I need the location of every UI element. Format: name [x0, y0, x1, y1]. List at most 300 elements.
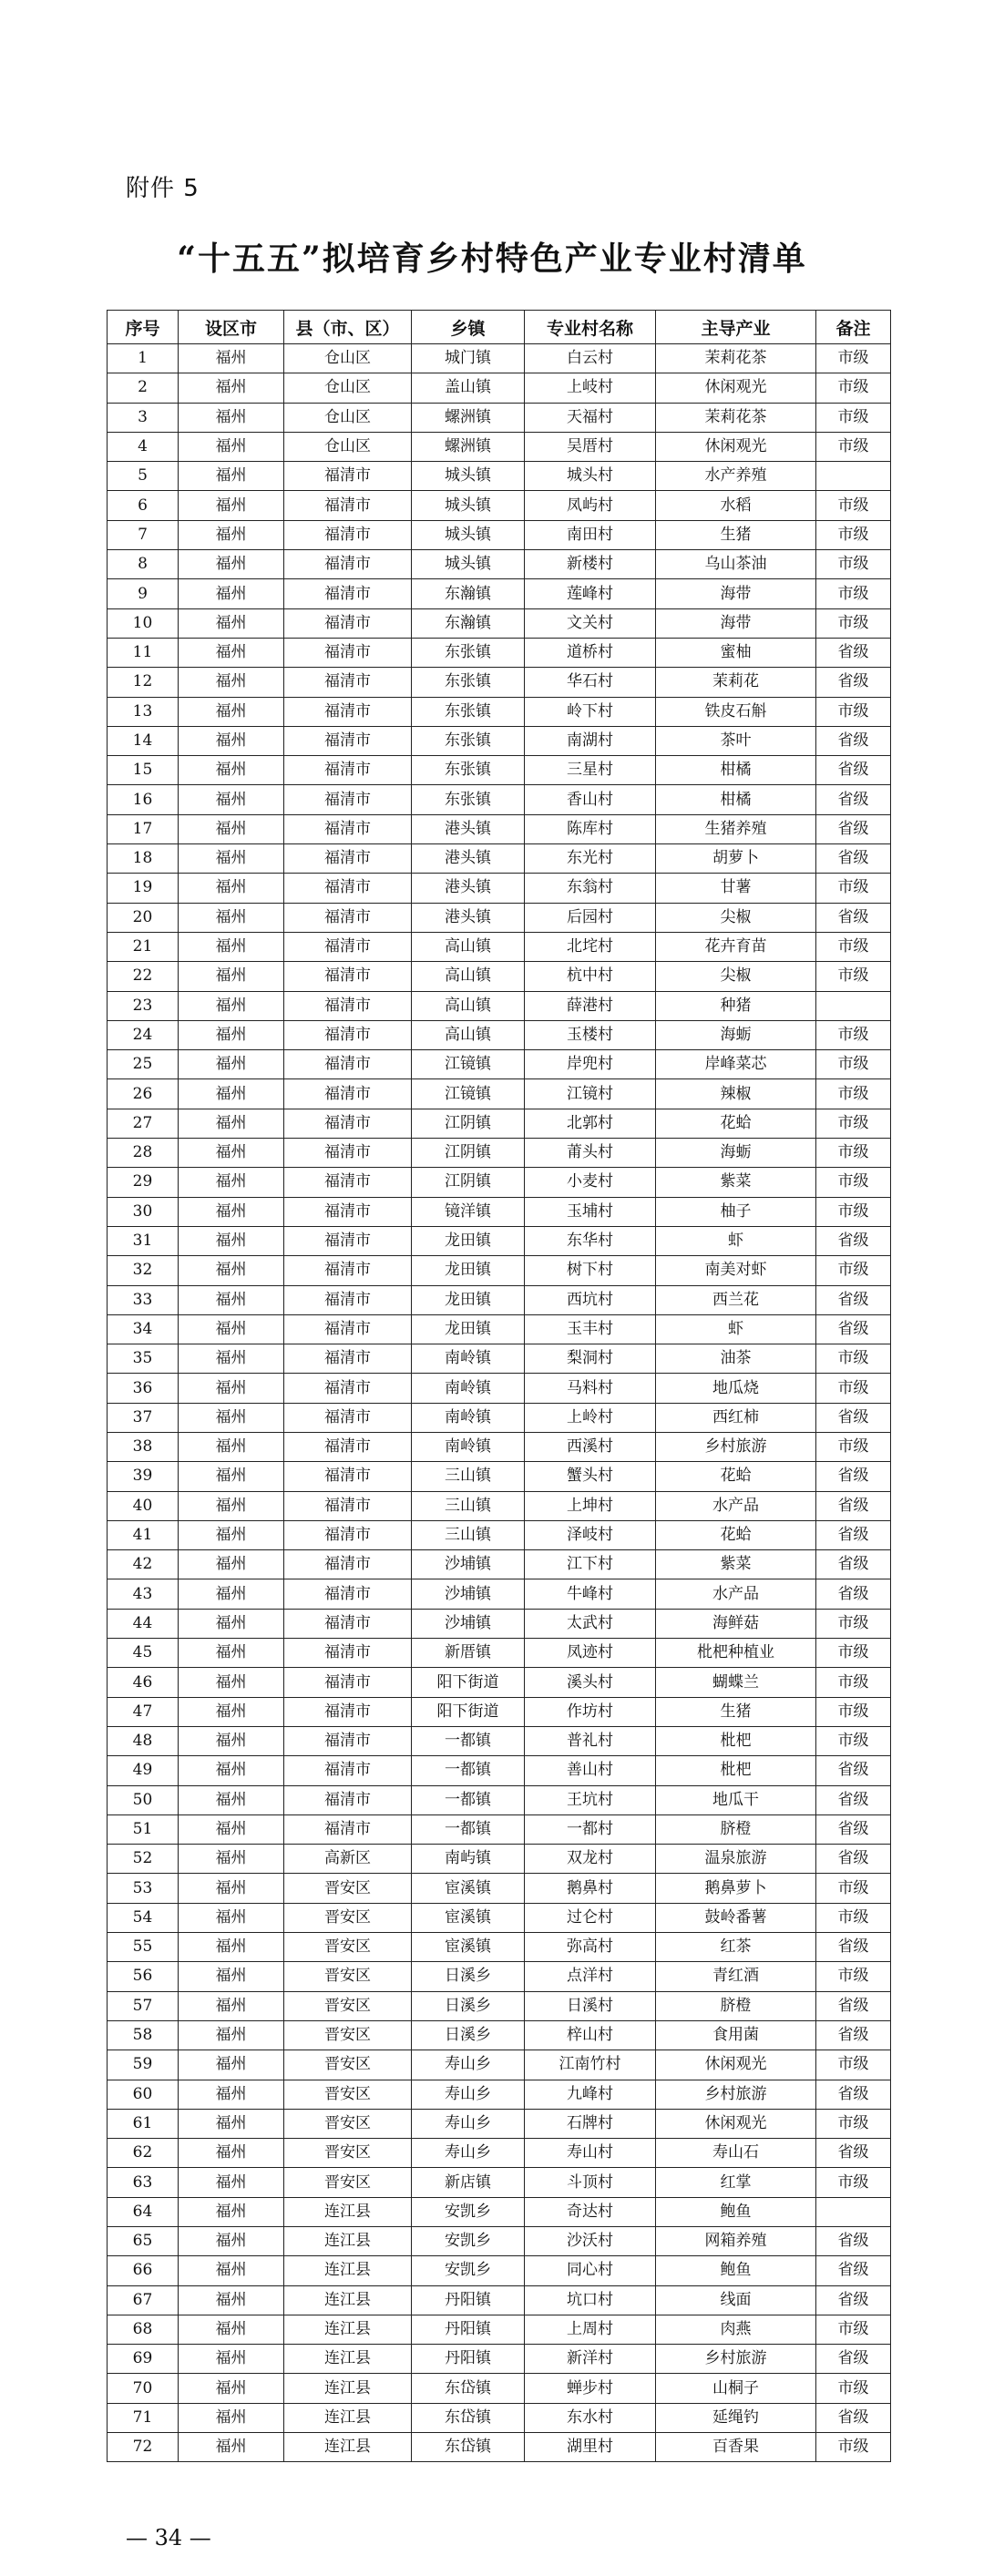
cell-town: 城头镇	[412, 491, 525, 520]
cell-industry: 鹅鼻萝卜	[656, 1874, 816, 1903]
cell-county: 晋安区	[284, 1991, 412, 2020]
cell-village: 上周村	[525, 2315, 656, 2344]
cell-index: 40	[108, 1491, 179, 1520]
cell-city: 福州	[179, 1432, 284, 1461]
cell-industry: 西红柿	[656, 1403, 816, 1432]
cell-city: 福州	[179, 432, 284, 461]
table-row	[108, 962, 891, 991]
cell-industry: 乡村旅游	[656, 2080, 816, 2109]
cell-industry: 茶叶	[656, 726, 816, 755]
cell-town: 港头镇	[412, 814, 525, 843]
cell-remark: 市级	[816, 1168, 891, 1197]
cell-index: 39	[108, 1462, 179, 1491]
cell-county: 福清市	[284, 550, 412, 579]
cell-remark: 省级	[816, 903, 891, 932]
cell-town: 东瀚镇	[412, 579, 525, 608]
cell-remark: 省级	[816, 1226, 891, 1255]
cell-town: 东岱镇	[412, 2433, 525, 2462]
cell-county: 福清市	[284, 1520, 412, 1549]
cell-remark: 市级	[816, 2050, 891, 2080]
cell-industry: 休闲观光	[656, 2050, 816, 2080]
table-row	[108, 1520, 891, 1549]
cell-village: 上岐村	[525, 373, 656, 403]
cell-city: 福州	[179, 1168, 284, 1197]
cell-industry: 柑橘	[656, 756, 816, 785]
cell-city: 福州	[179, 1050, 284, 1079]
cell-index: 34	[108, 1314, 179, 1344]
cell-town: 一都镇	[412, 1756, 525, 1785]
cell-city: 福州	[179, 2197, 284, 2226]
cell-city: 福州	[179, 1550, 284, 1579]
table-row	[108, 344, 891, 373]
cell-remark: 省级	[816, 1403, 891, 1432]
cell-index: 11	[108, 638, 179, 667]
cell-index: 3	[108, 403, 179, 432]
cell-county: 福清市	[284, 874, 412, 903]
cell-town: 三山镇	[412, 1491, 525, 1520]
cell-index: 20	[108, 903, 179, 932]
cell-index: 41	[108, 1520, 179, 1549]
cell-village: 莆头村	[525, 1139, 656, 1168]
cell-index: 38	[108, 1432, 179, 1461]
table-row	[108, 1050, 891, 1079]
cell-remark: 市级	[816, 432, 891, 461]
cell-industry: 鲍鱼	[656, 2256, 816, 2285]
cell-remark: 省级	[816, 1933, 891, 1962]
cell-index: 48	[108, 1726, 179, 1755]
cell-village: 九峰村	[525, 2080, 656, 2109]
cell-city: 福州	[179, 520, 284, 549]
cell-city: 福州	[179, 1226, 284, 1255]
cell-village: 东翁村	[525, 874, 656, 903]
cell-city: 福州	[179, 2050, 284, 2080]
cell-remark: 市级	[816, 1344, 891, 1374]
cell-county: 连江县	[284, 2403, 412, 2432]
cell-village: 树下村	[525, 1256, 656, 1285]
cell-county: 晋安区	[284, 2080, 412, 2109]
cell-industry: 茉莉花茶	[656, 344, 816, 373]
cell-county: 福清市	[284, 1168, 412, 1197]
cell-index: 68	[108, 2315, 179, 2344]
cell-town: 寿山乡	[412, 2080, 525, 2109]
table-row	[108, 2080, 891, 2109]
cell-county: 连江县	[284, 2345, 412, 2374]
cell-industry: 花蛤	[656, 1520, 816, 1549]
table-row	[108, 2020, 891, 2050]
cell-county: 晋安区	[284, 2050, 412, 2080]
cell-town: 螺洲镇	[412, 432, 525, 461]
cell-county: 连江县	[284, 2227, 412, 2256]
table-row	[108, 903, 891, 932]
table-row	[108, 874, 891, 903]
table-row	[108, 1109, 891, 1138]
cell-village: 小麦村	[525, 1168, 656, 1197]
annex-label: 附件 5	[126, 175, 200, 202]
table-row	[108, 1432, 891, 1461]
table-row	[108, 2403, 891, 2432]
cell-town: 高山镇	[412, 1020, 525, 1049]
cell-index: 65	[108, 2227, 179, 2256]
table-row	[108, 1020, 891, 1049]
cell-remark: 省级	[816, 726, 891, 755]
cell-village: 蟹头村	[525, 1462, 656, 1491]
cell-county: 福清市	[284, 1109, 412, 1138]
cell-county: 福清市	[284, 462, 412, 491]
cell-industry: 甘薯	[656, 874, 816, 903]
cell-village: 泽岐村	[525, 1520, 656, 1549]
cell-industry: 海蛎	[656, 1020, 816, 1049]
cell-industry: 岸峰菜芯	[656, 1050, 816, 1079]
cell-village: 湖里村	[525, 2433, 656, 2462]
table-row	[108, 1491, 891, 1520]
cell-remark: 省级	[816, 814, 891, 843]
cell-village: 杭中村	[525, 962, 656, 991]
cell-industry: 鲍鱼	[656, 2197, 816, 2226]
cell-remark: 省级	[816, 2227, 891, 2256]
cell-index: 55	[108, 1933, 179, 1962]
cell-county: 仓山区	[284, 403, 412, 432]
cell-remark: 市级	[816, 1079, 891, 1109]
table-row	[108, 1168, 891, 1197]
cell-village: 华石村	[525, 668, 656, 697]
cell-town: 东瀚镇	[412, 608, 525, 638]
cell-village: 莲峰村	[525, 579, 656, 608]
cell-village: 南湖村	[525, 726, 656, 755]
header-index: 序号	[108, 311, 179, 344]
cell-industry: 脐橙	[656, 1814, 816, 1844]
cell-remark: 市级	[816, 608, 891, 638]
cell-city: 福州	[179, 1991, 284, 2020]
cell-county: 福清市	[284, 726, 412, 755]
cell-town: 安凯乡	[412, 2256, 525, 2285]
cell-remark: 市级	[816, 2168, 891, 2197]
table-row	[108, 991, 891, 1020]
cell-city: 福州	[179, 608, 284, 638]
table-row	[108, 844, 891, 874]
cell-village: 普礼村	[525, 1726, 656, 1755]
cell-city: 福州	[179, 2285, 284, 2315]
cell-town: 沙埔镇	[412, 1579, 525, 1609]
cell-index: 36	[108, 1374, 179, 1403]
cell-industry: 枇杷	[656, 1756, 816, 1785]
cell-county: 福清市	[284, 844, 412, 874]
cell-industry: 水产品	[656, 1579, 816, 1609]
cell-industry: 生猪养殖	[656, 814, 816, 843]
cell-city: 福州	[179, 344, 284, 373]
cell-city: 福州	[179, 462, 284, 491]
table-row	[108, 2109, 891, 2138]
cell-county: 福清市	[284, 1639, 412, 1668]
cell-village: 岸兜村	[525, 1050, 656, 1079]
cell-index: 60	[108, 2080, 179, 2109]
cell-village: 城头村	[525, 462, 656, 491]
cell-town: 东岱镇	[412, 2374, 525, 2403]
cell-county: 福清市	[284, 1432, 412, 1461]
table-row	[108, 1668, 891, 1697]
cell-town: 江阴镇	[412, 1109, 525, 1138]
cell-city: 福州	[179, 2403, 284, 2432]
cell-town: 城头镇	[412, 550, 525, 579]
cell-village: 江南竹村	[525, 2050, 656, 2080]
cell-remark: 省级	[816, 1314, 891, 1344]
document-title: “十五五”拟培育乡村特色产业专业村清单	[177, 240, 807, 278]
table-row	[108, 1991, 891, 2020]
cell-industry: 乡村旅游	[656, 2345, 816, 2374]
cell-industry: 寿山石	[656, 2139, 816, 2168]
cell-county: 仓山区	[284, 344, 412, 373]
cell-town: 高山镇	[412, 962, 525, 991]
cell-village: 新洋村	[525, 2345, 656, 2374]
cell-city: 福州	[179, 785, 284, 814]
header-industry: 主导产业	[656, 311, 816, 344]
header-town: 乡镇	[412, 311, 525, 344]
cell-county: 福清市	[284, 668, 412, 697]
cell-town: 镜洋镇	[412, 1197, 525, 1226]
table-row	[108, 932, 891, 961]
table-row	[108, 403, 891, 432]
cell-town: 新店镇	[412, 2168, 525, 2197]
cell-town: 江镜镇	[412, 1050, 525, 1079]
cell-remark: 市级	[816, 1197, 891, 1226]
cell-remark: 市级	[816, 403, 891, 432]
cell-index: 47	[108, 1697, 179, 1726]
cell-industry: 地瓜干	[656, 1785, 816, 1814]
cell-remark: 省级	[816, 2139, 891, 2168]
cell-index: 42	[108, 1550, 179, 1579]
cell-industry: 地瓜烧	[656, 1374, 816, 1403]
table-row	[108, 785, 891, 814]
cell-industry: 枇杷种植业	[656, 1639, 816, 1668]
table-row	[108, 373, 891, 403]
cell-remark: 市级	[816, 579, 891, 608]
cell-index: 72	[108, 2433, 179, 2462]
table-row	[108, 1933, 891, 1962]
cell-village: 王坑村	[525, 1785, 656, 1814]
cell-remark: 市级	[816, 1109, 891, 1138]
cell-town: 东张镇	[412, 785, 525, 814]
cell-index: 52	[108, 1845, 179, 1874]
cell-city: 福州	[179, 550, 284, 579]
cell-index: 19	[108, 874, 179, 903]
cell-industry: 红掌	[656, 2168, 816, 2197]
cell-remark: 市级	[816, 1374, 891, 1403]
cell-industry: 生猪	[656, 520, 816, 549]
cell-remark	[816, 462, 891, 491]
cell-industry: 茉莉花茶	[656, 403, 816, 432]
cell-city: 福州	[179, 1491, 284, 1520]
cell-index: 53	[108, 1874, 179, 1903]
table-row	[108, 1256, 891, 1285]
cell-town: 江镜镇	[412, 1079, 525, 1109]
cell-city: 福州	[179, 1726, 284, 1755]
cell-town: 日溪乡	[412, 2020, 525, 2050]
cell-index: 8	[108, 550, 179, 579]
cell-county: 福清市	[284, 756, 412, 785]
cell-city: 福州	[179, 2139, 284, 2168]
cell-city: 福州	[179, 2374, 284, 2403]
cell-remark: 省级	[816, 756, 891, 785]
cell-county: 福清市	[284, 1668, 412, 1697]
cell-city: 福州	[179, 1256, 284, 1285]
cell-town: 新厝镇	[412, 1639, 525, 1668]
cell-remark: 市级	[816, 1726, 891, 1755]
cell-village: 沙沃村	[525, 2227, 656, 2256]
cell-industry: 铁皮石斛	[656, 697, 816, 726]
cell-industry: 休闲观光	[656, 373, 816, 403]
cell-index: 58	[108, 2020, 179, 2050]
table-row	[108, 1726, 891, 1755]
cell-index: 17	[108, 814, 179, 843]
cell-county: 晋安区	[284, 1874, 412, 1903]
cell-remark: 省级	[816, 1579, 891, 1609]
cell-county: 福清市	[284, 579, 412, 608]
cell-city: 福州	[179, 1139, 284, 1168]
cell-town: 安凯乡	[412, 2227, 525, 2256]
table-row	[108, 608, 891, 638]
cell-industry: 柑橘	[656, 785, 816, 814]
cell-index: 69	[108, 2345, 179, 2374]
cell-remark: 省级	[816, 1991, 891, 2020]
cell-index: 6	[108, 491, 179, 520]
table-row	[108, 579, 891, 608]
cell-remark: 市级	[816, 1668, 891, 1697]
cell-town: 阳下街道	[412, 1668, 525, 1697]
cell-industry: 休闲观光	[656, 2109, 816, 2138]
header-city: 设区市	[179, 311, 284, 344]
cell-town: 沙埔镇	[412, 1609, 525, 1638]
cell-county: 福清市	[284, 1579, 412, 1609]
cell-remark: 省级	[816, 2285, 891, 2315]
table-row	[108, 1374, 891, 1403]
cell-industry: 食用菌	[656, 2020, 816, 2050]
cell-index: 1	[108, 344, 179, 373]
cell-industry: 青红酒	[656, 1962, 816, 1991]
table-row	[108, 1814, 891, 1844]
table-row	[108, 1845, 891, 1874]
cell-village: 同心村	[525, 2256, 656, 2285]
cell-county: 福清市	[284, 1403, 412, 1432]
cell-county: 福清市	[284, 785, 412, 814]
cell-city: 福州	[179, 2345, 284, 2374]
table-row	[108, 2315, 891, 2344]
table-row	[108, 2139, 891, 2168]
cell-remark: 市级	[816, 344, 891, 373]
cell-industry: 花卉育苗	[656, 932, 816, 961]
cell-city: 福州	[179, 1403, 284, 1432]
cell-city: 福州	[179, 1020, 284, 1049]
cell-industry: 种猪	[656, 991, 816, 1020]
cell-industry: 网箱养殖	[656, 2227, 816, 2256]
cell-city: 福州	[179, 1845, 284, 1874]
cell-village: 鹅鼻村	[525, 1874, 656, 1903]
cell-county: 福清市	[284, 1197, 412, 1226]
cell-industry: 生猪	[656, 1697, 816, 1726]
cell-county: 福清市	[284, 962, 412, 991]
cell-village: 岭下村	[525, 697, 656, 726]
cell-industry: 胡萝卜	[656, 844, 816, 874]
cell-village: 东光村	[525, 844, 656, 874]
table-row	[108, 697, 891, 726]
header-remark: 备注	[816, 311, 891, 344]
cell-village: 太武村	[525, 1609, 656, 1638]
cell-city: 福州	[179, 874, 284, 903]
cell-city: 福州	[179, 962, 284, 991]
cell-index: 66	[108, 2256, 179, 2285]
cell-village: 寿山村	[525, 2139, 656, 2168]
table-row	[108, 520, 891, 549]
cell-index: 22	[108, 962, 179, 991]
cell-industry: 辣椒	[656, 1079, 816, 1109]
cell-village: 玉楼村	[525, 1020, 656, 1049]
cell-industry: 海带	[656, 579, 816, 608]
cell-county: 福清市	[284, 1079, 412, 1109]
cell-town: 龙田镇	[412, 1285, 525, 1314]
cell-county: 福清市	[284, 932, 412, 961]
cell-city: 福州	[179, 1285, 284, 1314]
cell-industry: 脐橙	[656, 1991, 816, 2020]
cell-town: 寿山乡	[412, 2109, 525, 2138]
cell-industry: 乌山茶油	[656, 550, 816, 579]
cell-village: 文关村	[525, 608, 656, 638]
cell-village: 上坤村	[525, 1491, 656, 1520]
cell-county: 仓山区	[284, 373, 412, 403]
table-row	[108, 2227, 891, 2256]
cell-county: 晋安区	[284, 2109, 412, 2138]
cell-town: 三山镇	[412, 1462, 525, 1491]
cell-remark: 市级	[816, 697, 891, 726]
cell-city: 福州	[179, 403, 284, 432]
cell-city: 福州	[179, 1668, 284, 1697]
cell-village: 后园村	[525, 903, 656, 932]
cell-index: 51	[108, 1814, 179, 1844]
cell-village: 梨洞村	[525, 1344, 656, 1374]
cell-city: 福州	[179, 373, 284, 403]
cell-village: 薛港村	[525, 991, 656, 1020]
cell-town: 龙田镇	[412, 1226, 525, 1255]
cell-industry: 海鲜菇	[656, 1609, 816, 1638]
cell-index: 35	[108, 1344, 179, 1374]
cell-index: 45	[108, 1639, 179, 1668]
cell-town: 南岭镇	[412, 1374, 525, 1403]
cell-town: 沙埔镇	[412, 1550, 525, 1579]
cell-village: 蝉步村	[525, 2374, 656, 2403]
cell-town: 东张镇	[412, 697, 525, 726]
cell-village: 斗顶村	[525, 2168, 656, 2197]
cell-city: 福州	[179, 1903, 284, 1932]
cell-city: 福州	[179, 1520, 284, 1549]
cell-county: 福清市	[284, 814, 412, 843]
cell-city: 福州	[179, 1462, 284, 1491]
cell-county: 仓山区	[284, 432, 412, 461]
cell-city: 福州	[179, 1109, 284, 1138]
cell-remark: 市级	[816, 1962, 891, 1991]
cell-index: 62	[108, 2139, 179, 2168]
cell-index: 50	[108, 1785, 179, 1814]
table-body	[108, 344, 891, 2462]
cell-county: 连江县	[284, 2285, 412, 2315]
cell-county: 福清市	[284, 1756, 412, 1785]
cell-industry: 水稻	[656, 491, 816, 520]
cell-county: 福清市	[284, 1226, 412, 1255]
cell-industry: 肉燕	[656, 2315, 816, 2344]
table-row	[108, 1285, 891, 1314]
cell-industry: 延绳钓	[656, 2403, 816, 2432]
cell-index: 27	[108, 1109, 179, 1138]
cell-industry: 紫菜	[656, 1550, 816, 1579]
cell-county: 连江县	[284, 2315, 412, 2344]
cell-county: 福清市	[284, 1609, 412, 1638]
cell-remark: 市级	[816, 1139, 891, 1168]
